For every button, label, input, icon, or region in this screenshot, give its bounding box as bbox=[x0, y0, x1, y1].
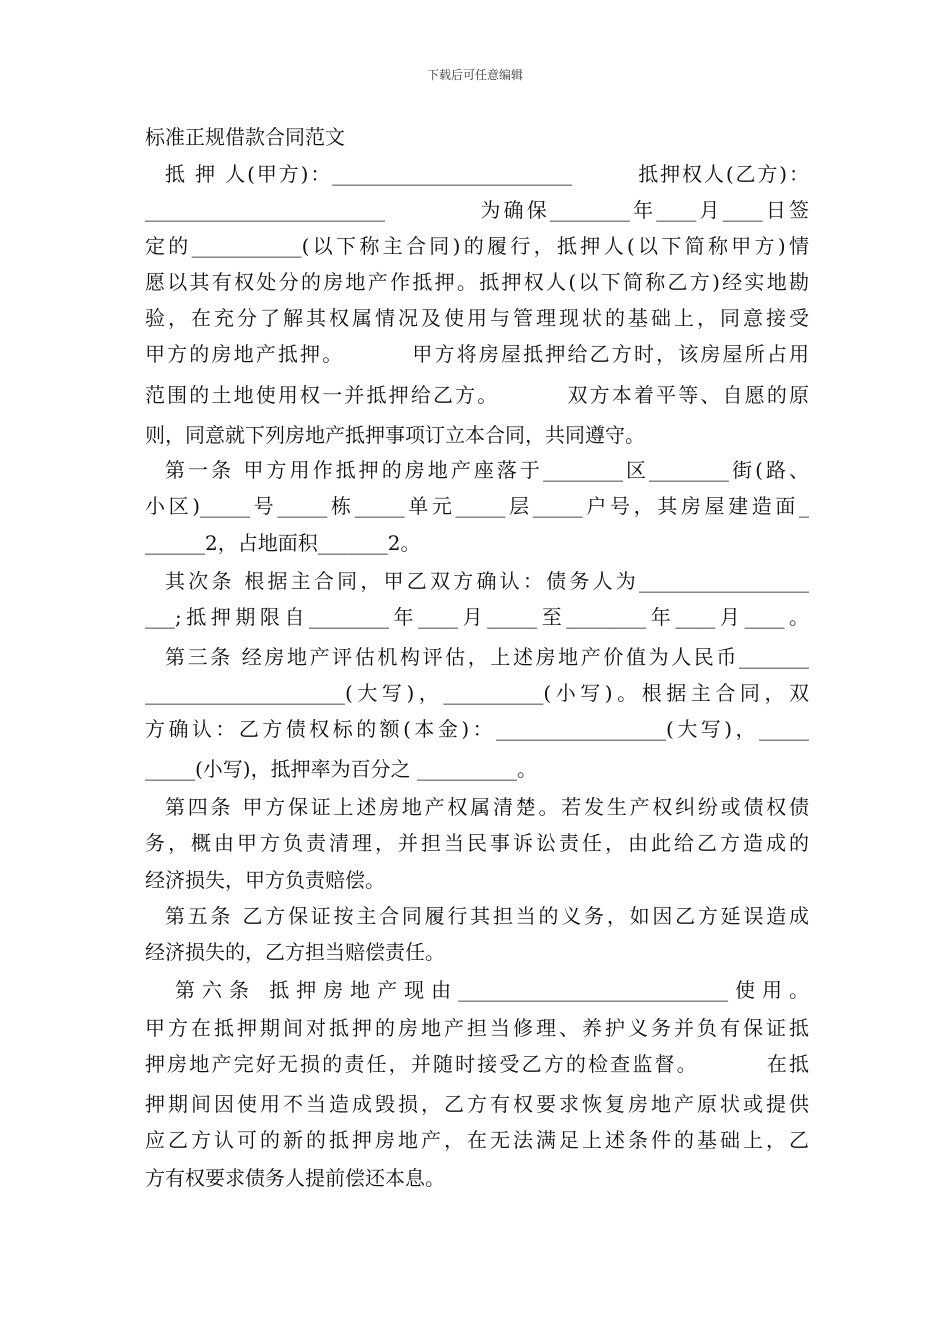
body-line: 应乙方认可的新的抵押房地产，在无法满足上述条件的基础上，乙 bbox=[145, 1128, 809, 1152]
body-line: ______2，占地面积_______2。 bbox=[145, 531, 421, 555]
body-line: 第三条 经房地产评估机构评估，上述房地产价值为人民币_______ bbox=[165, 645, 809, 669]
body-line: 验，在充分了解其权属情况及使用与管理现状的基础上，同意接受 bbox=[145, 306, 809, 330]
body-line: _____(小写)，抵押率为百分之 __________。 bbox=[145, 757, 537, 781]
body-line: 经济损失的，乙方担当赔偿责任。 bbox=[145, 940, 445, 964]
body-line: 抵 押 人(甲方)：________________________ 抵押权人(乙方)： bbox=[165, 162, 809, 186]
body-line: 押房地产完好无损的责任，并随时接受乙方的检查监督。 在抵 bbox=[145, 1052, 809, 1076]
body-line: ____________________(大写)，__________(小写)。根据主合同，双 bbox=[145, 681, 809, 705]
body-line: ___;抵押期限自________年____月_____至________年____月____。 bbox=[145, 605, 809, 629]
body-line: 甲方在抵押期间对抵押的房地产担当修理、养护义务并负有保证抵 bbox=[145, 1016, 809, 1040]
body-line: 则，同意就下列房地产抵押事项订立本合同，共同遵守。 bbox=[145, 423, 645, 447]
body-line: 愿以其有权处分的房地产作抵押。抵押权人(以下简称乙方)经实地勘 bbox=[145, 270, 809, 294]
body-line: ________________________ 为确保________年____月____日签 bbox=[145, 198, 809, 222]
body-line: 第四条 甲方保证上述房地产权属清楚。若发生产权纠纷或债权债 bbox=[165, 795, 809, 819]
body-line: 方确认：乙方债权标的额(本金)：_________________(大写)，_____ bbox=[145, 717, 809, 741]
document-title: 标准正规借款合同范文 bbox=[145, 125, 345, 149]
body-line: 方有权要求债务人提前偿还本息。 bbox=[145, 1166, 445, 1190]
body-line: 其次条 根据主合同，甲乙双方确认：债务人为_________________ bbox=[165, 569, 809, 593]
body-line: 押期间因使用不当造成毁损，乙方有权要求恢复房地产原状或提供 bbox=[145, 1092, 809, 1116]
body-line: 经济损失，甲方负责赔偿。 bbox=[145, 868, 385, 892]
body-line: 第五条 乙方保证按主合同履行其担当的义务，如因乙方延误造成 bbox=[165, 904, 809, 928]
body-line: 甲方的房地产抵押。 甲方将房屋抵押给乙方时，该房屋所占用 bbox=[145, 342, 809, 366]
body-line: 第一条 甲方用作抵押的房地产座落于________区________街(路、 bbox=[165, 458, 809, 482]
body-line: 定的___________(以下称主合同)的履行，抵押人(以下简称甲方)情 bbox=[145, 234, 809, 258]
body-line: 范围的土地使用权一并抵押给乙方。 双方本着平等、自愿的原 bbox=[145, 383, 809, 407]
page-header: 下载后可任意编辑 bbox=[426, 68, 523, 82]
body-line: 小区)_____号_____栋_____单元_____层_____户号，其房屋建造面_ bbox=[145, 494, 809, 518]
body-line: 务，概由甲方负责清理，并担当民事诉讼责任，由此给乙方造成的 bbox=[145, 831, 809, 855]
body-line: 第六条 抵押房地产现由___________________________使用。 bbox=[175, 978, 809, 1002]
